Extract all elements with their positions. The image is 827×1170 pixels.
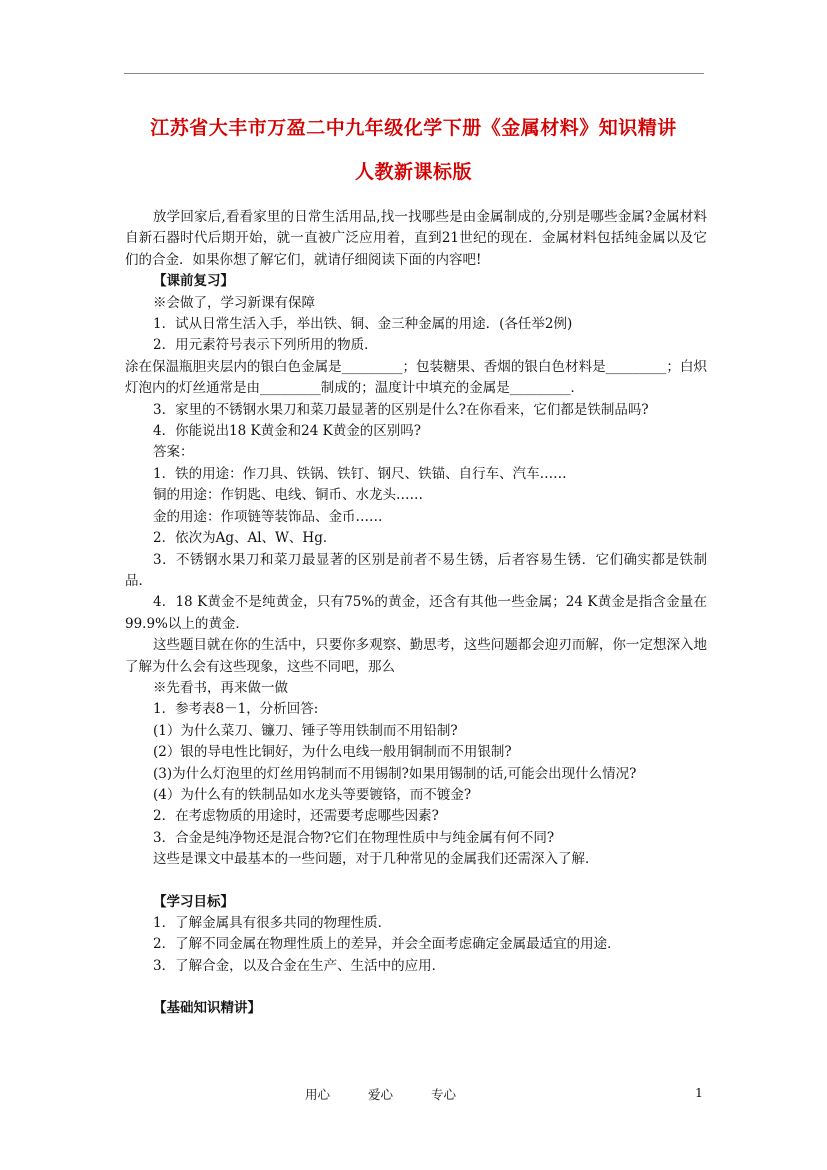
footer-motto-1: 用心 (305, 1087, 331, 1102)
preview-question-3: 3．合金是纯净物还是混合物?它们在物理性质中与纯金属有何不同? (153, 829, 555, 846)
transition-paragraph: 这些题目就在你的生活中，只要你多观察、勤思考，这些问题都会迎刃而解，你一定想深入地了解为什么会有这些现象，这些不同吧，那么 (125, 637, 707, 675)
goal-3: 3．了解合金，以及合金在生产、生活中的应用． (153, 957, 446, 974)
goals-heading: 【学习目标】 (153, 893, 234, 910)
footer-motto (305, 1085, 494, 1103)
question-2: 2．用元素符号表示下列所用的物质． (153, 337, 378, 354)
answer-2: 2．依次为Ag、Al、W、Hg． (153, 530, 337, 547)
section-spacer (125, 871, 707, 892)
basics-heading: 【基础知识精讲】 (153, 1000, 261, 1017)
header-rule (124, 73, 704, 74)
review-note: ※会做了，学习新课有保障 (153, 294, 315, 311)
question-4: 4．你能说出18 K黄金和24 K黄金的区别吗? (153, 423, 421, 440)
footer-motto-3: 专心 (431, 1087, 457, 1102)
review-heading: 【课前复习】 (153, 273, 234, 290)
page-subtitle: 人教新课标版 (354, 161, 472, 183)
preview-question-1: 1．参考表8－1，分析回答: (153, 701, 319, 718)
intro-paragraph: 放学回家后,看看家里的日常生活用品,找一找哪些是由金属制成的,分别是哪些金属?金属材料自新石器时代后期开始，就一直被广泛应用着，直到21世纪的现在．金属材料包括纯金属以及它们的合金．如果你想了解它们，就请仔细阅读下面的内容吧! (125, 209, 707, 268)
footer-motto-2: 爱心 (368, 1087, 394, 1102)
answer-1-iron: 1．铁的用途：作刀具、铁锅、铁钉、钢尺、铁锚、自行车、汽车…… (153, 465, 567, 482)
question-3: 3．家里的不锈钢水果刀和菜刀最显著的区别是什么?在你看来，它们都是铁制品吗? (153, 401, 649, 418)
answer-1-gold: 金的用途：作项链等装饰品、金币…… (153, 508, 383, 525)
closing-paragraph: 这些是课文中最基本的一些问题，对于几种常见的金属我们还需深入了解． (153, 851, 599, 868)
goal-1: 1．了解金属具有很多共同的物理性质． (153, 915, 392, 931)
page-title: 江苏省大丰市万盈二中九年级化学下册《金属材料》知识精讲 (150, 117, 677, 139)
preview-question-1b: (2）银的导电性比铜好，为什么电线一般用铜制而不用银制? (153, 744, 512, 761)
preview-question-1a: (1）为什么菜刀、镰刀、锤子等用铁制而不用铅制? (153, 722, 458, 739)
question-2-detail: 涂在保温瓶胆夹层内的银白色金属是_________；包装糖果、香烟的银白色材料是_________；白炽灯泡内的灯丝通常是由_________制成的；温度计中填充的金属是_________． (125, 358, 707, 397)
goal-2: 2．了解不同金属在物理性质上的差异，并会全面考虑确定金属最适宜的用途． (153, 936, 621, 953)
document-body (125, 207, 707, 1020)
answer-label: 答案： (153, 444, 194, 461)
preview-note: ※先看书，再来做一做 (153, 679, 288, 696)
preview-question-1c: (3)为什么灯泡里的灯丝用钨制而不用锡制?如果用锡制的话,可能会出现什么情况? (153, 765, 637, 782)
answer-3: 3．不锈钢水果刀和菜刀最显著的区别是前者不易生锈，后者容易生锈．它们确实都是铁制品． (125, 551, 707, 589)
question-1: 1．试从日常生活入手，举出铁、铜、金三种金属的用途．(各任举2例) (153, 316, 573, 333)
answer-1-copper: 铜的用途：作钥匙、电线、铜币、水龙头…… (153, 487, 423, 504)
preview-question-2: 2．在考虑物质的用途时，还需要考虑哪些因素? (153, 808, 439, 825)
preview-question-1d: (4）为什么有的铁制品如水龙头等要镀铬，而不镀金? (153, 786, 472, 803)
section-spacer (125, 977, 707, 998)
answer-4: 4．18 K黄金不是纯黄金，只有75%的黄金，还含有其他一些金属；24 K黄金是指含金量在99.9%以上的黄金． (125, 594, 707, 632)
page-number: 1 (695, 1085, 703, 1100)
